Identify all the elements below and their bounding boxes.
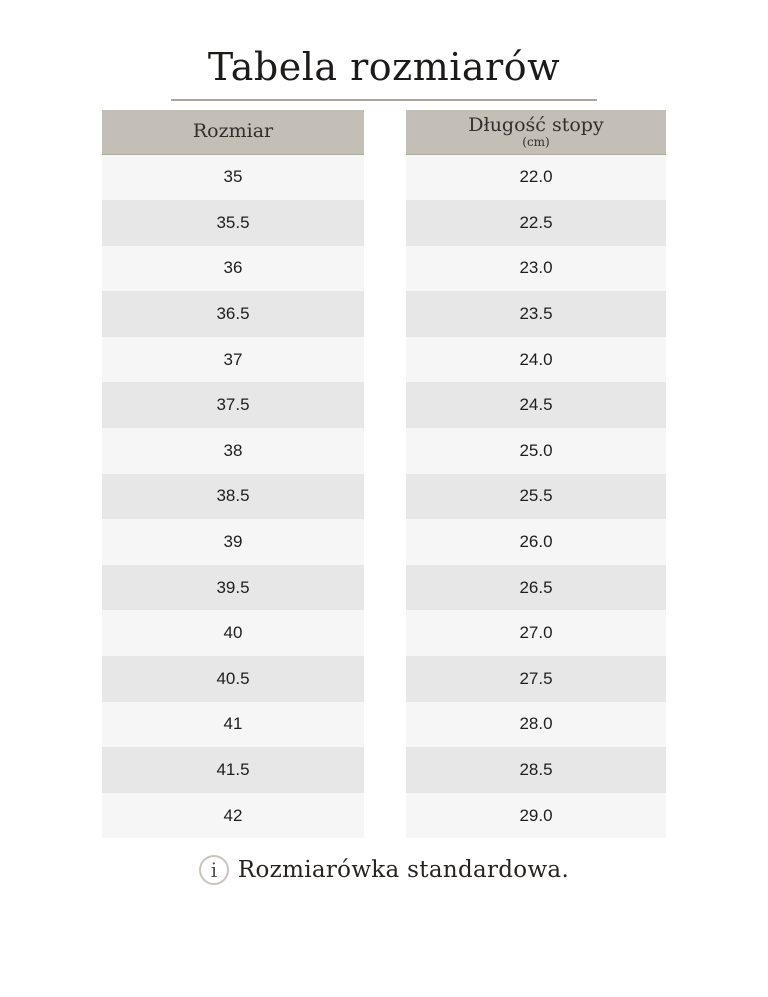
size-cell: 38 <box>223 440 243 460</box>
size-cell: 37.5 <box>216 395 250 415</box>
size-cell: 42 <box>223 805 243 825</box>
table-row <box>406 656 666 702</box>
info-icon: i <box>199 855 229 885</box>
size-column-rows <box>102 155 364 839</box>
table-row <box>102 291 364 337</box>
size-cell: 37 <box>223 349 243 369</box>
size-cell: 35 <box>223 167 243 187</box>
length-column-header <box>406 110 666 155</box>
length-cell: 26.5 <box>519 577 553 597</box>
table-row <box>406 382 666 428</box>
table-row <box>406 565 666 611</box>
table-row <box>102 474 364 520</box>
title-underline <box>171 99 597 101</box>
table-row <box>102 246 364 292</box>
table-row <box>406 337 666 383</box>
table-row <box>102 656 364 702</box>
table-row <box>406 702 666 748</box>
size-cell: 39.5 <box>216 577 250 597</box>
table-row <box>406 246 666 292</box>
table-row <box>406 793 666 839</box>
table-row <box>406 155 666 201</box>
size-column-header <box>102 110 364 155</box>
length-cell: 29.0 <box>519 805 553 825</box>
table-row <box>102 610 364 656</box>
page-title: Tabela rozmiarów <box>207 45 561 89</box>
table-row <box>102 428 364 474</box>
table-row <box>102 155 364 201</box>
size-cell: 36 <box>223 258 243 278</box>
size-cell: 36.5 <box>216 304 250 324</box>
size-cell: 41 <box>223 714 243 734</box>
table-row <box>102 747 364 793</box>
footer-note: Rozmiarówka standardowa. <box>237 857 570 884</box>
table-row <box>102 337 364 383</box>
length-column-header-unit: (cm) <box>522 134 550 149</box>
length-column-rows <box>406 155 666 839</box>
table-row <box>102 519 364 565</box>
length-cell: 26.0 <box>519 532 553 552</box>
length-cell: 24.5 <box>519 395 553 415</box>
length-cell: 28.0 <box>519 714 553 734</box>
size-cell: 39 <box>223 532 243 552</box>
length-cell: 22.5 <box>519 212 553 232</box>
table-row <box>406 474 666 520</box>
length-cell: 28.5 <box>519 760 553 780</box>
size-column-header-label: Rozmiar <box>192 120 274 143</box>
size-cell: 40.5 <box>216 668 250 688</box>
length-cell: 22.0 <box>519 167 553 187</box>
size-column-table <box>102 110 364 839</box>
length-cell: 24.0 <box>519 349 553 369</box>
table-row <box>102 565 364 611</box>
size-chart <box>0 110 768 839</box>
footer-note-row <box>0 855 768 885</box>
length-cell: 25.5 <box>519 486 553 506</box>
length-cell: 27.5 <box>519 668 553 688</box>
table-row <box>406 519 666 565</box>
length-cell: 23.0 <box>519 258 553 278</box>
table-row <box>406 428 666 474</box>
length-cell: 25.0 <box>519 440 553 460</box>
table-row <box>406 200 666 246</box>
size-cell: 35.5 <box>216 212 250 232</box>
size-cell: 40 <box>223 623 243 643</box>
table-row <box>406 291 666 337</box>
table-row <box>406 610 666 656</box>
size-cell: 41.5 <box>216 760 250 780</box>
size-cell: 38.5 <box>216 486 250 506</box>
table-row <box>102 702 364 748</box>
length-cell: 23.5 <box>519 304 553 324</box>
table-row <box>102 200 364 246</box>
length-column-header-label: Długość stopy <box>468 113 604 136</box>
table-row <box>102 382 364 428</box>
table-row <box>406 747 666 793</box>
table-row <box>102 793 364 839</box>
length-cell: 27.0 <box>519 623 553 643</box>
length-column-table <box>406 110 666 839</box>
